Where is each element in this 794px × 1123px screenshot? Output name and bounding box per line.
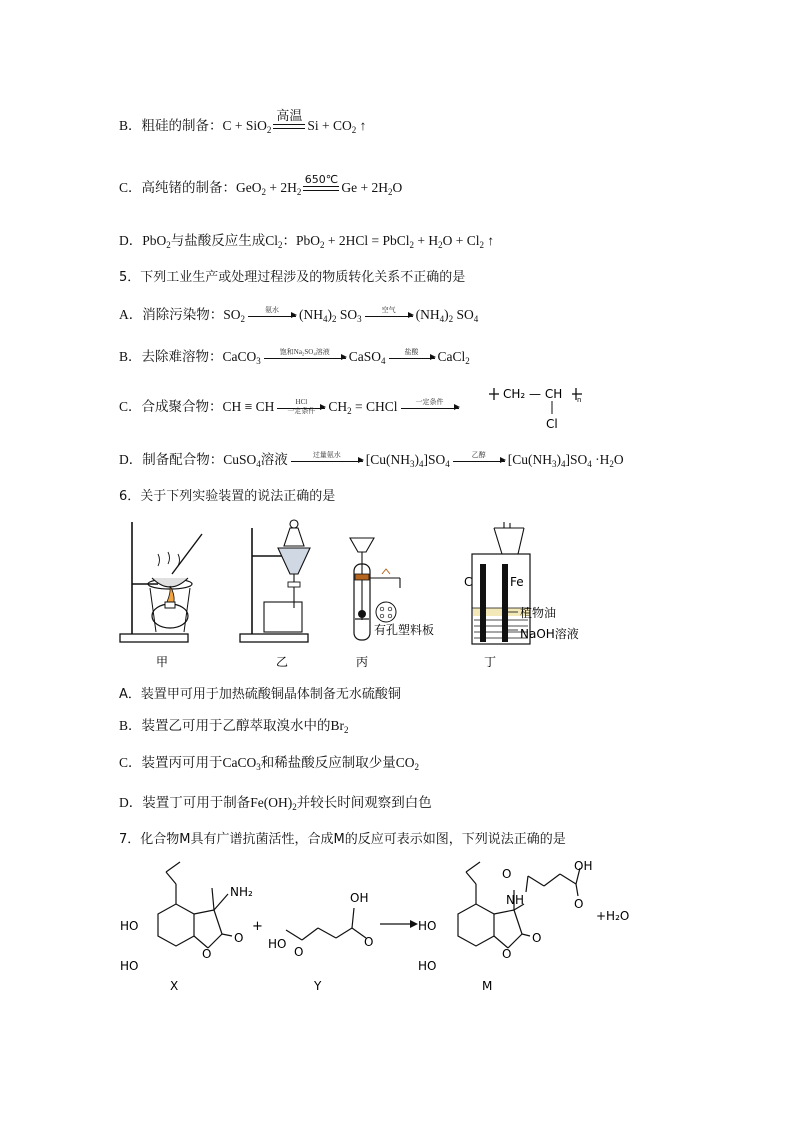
apparatus-bing: [350, 538, 434, 669]
option-text: 和稀盐酸反应制取少量: [260, 755, 396, 770]
molecule-y: [286, 908, 366, 940]
m-nh: NH: [506, 893, 524, 907]
option-text: 与盐酸反应生成: [170, 233, 266, 248]
q6-option-a: A．装置甲可用于加热硫酸铜晶体制备无水硫酸铜: [119, 687, 401, 702]
y-oh: OH: [350, 891, 369, 905]
pvc-structure: [484, 384, 584, 432]
option-prefix: D．: [119, 233, 143, 248]
q5-option-d: D．制备配合物：CuSO$_4$溶液 过量氨水 $[Cu(NH_3)_4]SO_4$ 乙醇 $[Cu(NH_3)_4]SO_4 \cdot H_2O$: [119, 451, 624, 469]
y-o-right: O: [364, 935, 374, 949]
m-acid-o: O: [574, 897, 584, 911]
option-prefix: D．制备配合物：: [119, 452, 224, 467]
x-ho-top: HO: [120, 919, 139, 933]
reaction-condition: 一定条件: [287, 407, 316, 416]
q6-stem: 6．关于下列实验装置的说法正确的是: [119, 489, 336, 504]
x-nh2: NH₂: [230, 885, 253, 899]
label-naoh: NaOH溶液: [520, 627, 579, 641]
q5-option-a: A．消除污染物：$SO_2$ 氨水 $(NH_4)_2$ $SO_3$ 空气 $(NH_4)_2$ $SO_4$: [119, 306, 478, 324]
x-carbonyl-o: O: [234, 931, 244, 945]
apparatus-yi: [240, 520, 310, 669]
option-text: B．装置乙可用于乙醇萃取溴水中的: [119, 718, 331, 733]
y-ho: HO: [268, 937, 287, 951]
q6-option-c: C．装置丙可用于CaCO$_3$和稀盐酸反应制取少量$CO_2$: [119, 755, 420, 772]
label-y: Y: [314, 979, 322, 993]
label-jia: 甲: [156, 655, 169, 669]
solution-word: 溶液: [260, 452, 288, 467]
option-text: 并较长时间观察到白色: [296, 795, 432, 810]
reaction-condition: 高温: [276, 109, 303, 125]
option-prefix: C．高纯锗的制备：: [119, 180, 237, 195]
q5-option-b: B．去除难溶物：CaCO$_3$ 饱和Na₂SO₄溶液 CaSO$_4$ 盐酸 CaCl$_2$: [119, 348, 470, 366]
m-amide-o: O: [502, 867, 512, 881]
q7-stem: 7．化合物M具有广谱抗菌活性，合成M的反应可表示如图，下列说法正确的是: [119, 832, 566, 847]
reaction-condition: 盐酸: [404, 348, 419, 357]
q4-option-b: B．粗硅的制备：C + SiO$_2$ 高温 $Si + CO_2$ ↑: [119, 109, 367, 135]
colon: ：: [282, 233, 297, 248]
x-ring-o: O: [202, 947, 212, 961]
apparatus-figure: [118, 516, 598, 676]
plus-sign: +: [252, 919, 263, 934]
label-x: X: [170, 979, 179, 993]
option-prefix: B．去除难溶物：: [119, 349, 223, 364]
svg-text:CH₂ — CH: CH₂ — CH: [503, 387, 563, 401]
option-prefix: B．粗硅的制备：: [119, 118, 223, 133]
polymer-n: n: [577, 396, 582, 404]
label-electrode-c: C: [464, 575, 473, 589]
q5-stem: 5．下列工业生产或处理过程涉及的物质转化关系不正确的是: [119, 270, 466, 285]
label-m: M: [482, 979, 493, 993]
apparatus-ding: [464, 522, 579, 669]
q6-option-d: D．装置丁可用于制备$Fe(OH)_2$并较长时间观察到白色: [119, 795, 432, 812]
reaction-condition: 乙醇: [471, 451, 486, 460]
label-ding: 丁: [484, 655, 497, 669]
m-ring-o: O: [502, 947, 512, 961]
option-text: D．装置丁可用于制备: [119, 795, 251, 810]
reaction-condition: 过量氨水: [312, 451, 341, 460]
q6-option-b: B．装置乙可用于乙醇萃取溴水中的$Br_2$: [119, 718, 349, 735]
label-bing: 丙: [356, 655, 369, 669]
q4-option-c: C．高纯锗的制备：$GeO_2 + 2H_2$ 650℃ $Ge + 2H_2O$: [119, 173, 403, 197]
label-yi: 乙: [276, 655, 289, 669]
reaction-condition: 650℃: [304, 173, 339, 187]
option-text: C．装置丙可用于: [119, 755, 223, 770]
option-prefix: A．消除污染物：: [119, 307, 224, 322]
reaction-condition: 饱和Na₂SO₄溶液: [279, 348, 330, 357]
apparatus-jia: [120, 522, 202, 669]
reaction-condition: HCl: [295, 398, 308, 407]
m-ho-bottom: HO: [418, 959, 437, 973]
m-oh: OH: [574, 859, 593, 873]
reaction-scheme: [118, 858, 648, 998]
water-product: +H₂O: [596, 909, 630, 923]
q5-option-c: C．合成聚合物：CH ≡ CH HCl 一定条件 $CH_2$ = CHCl 一定条件: [119, 398, 462, 416]
reaction-condition: 空气: [381, 306, 396, 315]
label-oil: 植物油: [520, 606, 557, 620]
q4-option-d: D．PbO$_2$与盐酸反应生成$Cl_2$：PbO$_2$ + 2HCl = PbCl$_2$ + $H_2O + Cl_2$ ↑: [119, 233, 495, 250]
m-carbonyl-o: O: [532, 931, 542, 945]
option-prefix: C．合成聚合物：: [119, 399, 223, 414]
label-board: 有孔塑料板: [374, 623, 435, 637]
m-ho-top: HO: [418, 919, 437, 933]
svg-text:Cl: Cl: [546, 417, 558, 431]
label-electrode-fe: Fe: [510, 575, 524, 589]
reaction-condition: 一定条件: [415, 398, 444, 407]
x-ho-bottom: HO: [120, 959, 139, 973]
y-o-left: O: [294, 945, 304, 959]
molecule-x: [158, 862, 232, 948]
reaction-condition: 氨水: [265, 306, 280, 315]
